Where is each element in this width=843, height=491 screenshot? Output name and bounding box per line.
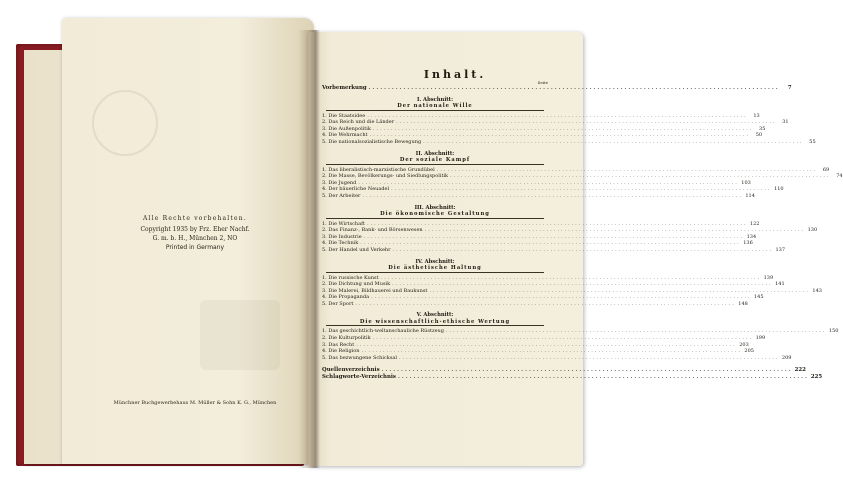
dot-leader: .......................................................................................................... xyxy=(362,192,743,199)
book-gutter xyxy=(298,30,320,468)
toc-entry xyxy=(322,166,830,174)
toc-entry-page: 225 xyxy=(810,374,823,381)
dot-leader: .......................................................................................................... xyxy=(371,294,752,301)
toc-entry-label: 5. Der Sport xyxy=(322,300,354,307)
section-subtitle: Die wissenschaftlich-ethische Wertung xyxy=(326,319,544,327)
dot-leader: .......................................................................................................... xyxy=(367,220,748,227)
toc-entry-page: 141 xyxy=(775,281,785,288)
table-of-contents xyxy=(322,68,843,381)
toc-entry-page: 199 xyxy=(755,335,766,342)
toc-entry-label: 1. Die Wirtschaft xyxy=(322,220,365,227)
dot-leader: .......................................................................................................... xyxy=(396,119,777,126)
dot-leader: .......................................................................................................... xyxy=(436,166,818,173)
section-heading: II. Abschnitt: xyxy=(415,150,455,157)
toc-entry-page: 13 xyxy=(753,112,760,119)
toc-entry-page: 31 xyxy=(782,119,789,126)
show-through-eagle xyxy=(200,300,280,370)
toc-section xyxy=(322,96,816,146)
toc-entry-page: 110 xyxy=(774,186,784,193)
printed-in-line: Printed in Germany xyxy=(165,244,225,251)
toc-entry-label: 4. Die Technik xyxy=(322,240,359,247)
toc-entry-page: 114 xyxy=(745,192,755,199)
toc-section xyxy=(322,258,822,308)
toc-entry-page: 205 xyxy=(744,348,754,355)
section-heading: III. Abschnitt: xyxy=(414,204,456,211)
toc-entry-page: 148 xyxy=(738,300,748,307)
toc-entry xyxy=(322,348,754,355)
toc-entry xyxy=(322,233,757,241)
toc-entry-label: 1. Das liberalistisch-marxistische Grundübel xyxy=(322,166,435,173)
dot-leader: .......................................................................................................... xyxy=(391,186,772,193)
dot-leader: .......................................................................................................... xyxy=(380,274,762,281)
toc-entry xyxy=(322,328,839,335)
toc-entry-label: 5. Das bezwungene Schicksal xyxy=(322,354,397,361)
toc-entry-label: 2. Das Finanz-, Bank- und Börsenwesen xyxy=(322,227,423,234)
rights-notice: Alle Rechte vorbehalten. xyxy=(143,215,247,222)
toc-entry xyxy=(322,192,755,200)
toc-entry xyxy=(322,281,785,288)
toc-section xyxy=(322,312,839,361)
toc-entry-label: 4. Die Wehrmacht xyxy=(322,132,368,139)
toc-entry xyxy=(322,354,792,362)
section-heading: V. Abschnitt: xyxy=(416,312,454,319)
toc-entry-page: 74 xyxy=(836,173,843,180)
section-heading: I. Abschnitt: xyxy=(417,96,453,103)
toc-entry xyxy=(322,220,760,228)
toc-entry-page: 137 xyxy=(775,246,786,253)
toc-entry xyxy=(322,125,766,133)
dot-leader: .......................................................................................................... xyxy=(392,281,773,288)
toc-entry xyxy=(322,112,760,120)
toc-entry-page: 35 xyxy=(759,125,766,132)
toc-entry-page: 222 xyxy=(794,367,806,374)
publisher-line: G. m. b. H., München 2, NO xyxy=(152,235,238,242)
toc-entry-page: 139 xyxy=(763,274,774,281)
toc-entry-label: 2. Die Masse, Bevölkerungs- und Siedlungspolitik xyxy=(322,173,449,180)
dot-leader: .......................................................................................................... xyxy=(429,287,810,294)
toc-entry-page: 130 xyxy=(807,227,818,234)
toc-entry xyxy=(322,300,748,308)
toc-entry-page: 145 xyxy=(753,294,764,301)
toc-entry-label: 2. Die Dichtung und Musik xyxy=(322,281,391,288)
dot-leader: .......................................................................................................... xyxy=(372,335,754,342)
toc-entry xyxy=(322,179,751,187)
copyright-line: Copyright 1935 by Frz. Eher Nachf. xyxy=(140,226,250,233)
dot-leader: .......................................................................................................... xyxy=(368,85,780,91)
toc-entry xyxy=(322,173,843,180)
toc-entry xyxy=(322,132,763,139)
toc-entry xyxy=(322,294,764,301)
dot-leader: .......................................................................................................... xyxy=(397,374,809,381)
printer-line: Münchner Buchgewerbehaus M. Müller & Sohn K. G., München xyxy=(113,400,277,406)
dot-leader: .......................................................................................................... xyxy=(358,179,739,186)
toc-entry-label: 3. Die Jugend xyxy=(322,179,357,186)
dot-leader: .......................................................................................................... xyxy=(355,300,736,307)
toc-sections xyxy=(322,96,843,362)
section-subtitle: Der soziale Kampf xyxy=(326,157,544,165)
toc-entry-label: Schlagworte-Verzeichnis xyxy=(322,374,396,381)
dot-leader: .......................................................................................................... xyxy=(398,354,780,361)
toc-entry-page: 7 xyxy=(787,85,792,91)
toc-title: Inhalt. xyxy=(423,68,487,81)
toc-entry-page: 150 xyxy=(828,328,839,335)
dot-leader: .......................................................................................................... xyxy=(360,240,741,247)
toc-entry-page: 69 xyxy=(822,166,830,173)
toc-entry-label: 3. Die Außenpolitik xyxy=(322,125,371,132)
toc-entry-label: Vorbemerkung xyxy=(322,85,367,91)
toc-entry-label: 2. Die Kulturpolitik xyxy=(322,335,371,342)
imprint xyxy=(130,214,260,252)
section-subtitle: Die ökonomische Gestaltung xyxy=(326,211,544,219)
toc-entry xyxy=(322,274,774,282)
section-subtitle: Die ästhetische Haltung xyxy=(326,265,544,273)
dot-leader: .......................................................................................................... xyxy=(392,246,774,253)
show-through-emblem xyxy=(92,90,158,156)
toc-entry-page: 136 xyxy=(743,240,753,247)
toc-entry-label: Quellenverzeichnis xyxy=(322,367,380,374)
toc-section xyxy=(322,150,843,200)
toc-entry-label: 5. Der Arbeiter xyxy=(322,192,361,199)
toc-trailing xyxy=(322,367,823,381)
toc-entry xyxy=(322,287,822,295)
dot-leader: .......................................................................................................... xyxy=(369,132,751,139)
seite-label: Seite xyxy=(537,80,548,85)
toc-entry-label: 3. Die Industrie xyxy=(322,233,362,240)
toc-entry-label: 1. Das geschichtlich-weltanschauliche Rüstzeug xyxy=(322,328,444,335)
dot-leader: .......................................................................................................... xyxy=(381,367,793,374)
dot-leader: .......................................................................................................... xyxy=(423,138,804,145)
toc-entry xyxy=(322,227,818,234)
toc-entry-page: 134 xyxy=(746,233,757,240)
dot-leader: .......................................................................................................... xyxy=(450,173,831,180)
toc-entry-label: 1. Die Staatsidee xyxy=(322,112,366,119)
dot-leader: .......................................................................................................... xyxy=(445,328,827,335)
dot-leader: .......................................................................................................... xyxy=(363,233,745,240)
toc-entry xyxy=(322,246,786,254)
toc-entry-label: 2. Das Reich und die Länder xyxy=(322,119,395,126)
toc-entry-label: 1. Die russische Kunst xyxy=(322,274,379,281)
toc-entry-label: 4. Die Religion xyxy=(322,348,360,355)
toc-entry xyxy=(322,240,753,247)
dot-leader: .......................................................................................................... xyxy=(372,125,754,132)
dot-leader: .......................................................................................................... xyxy=(361,348,742,355)
dot-leader: .......................................................................................................... xyxy=(424,227,806,234)
section-heading: IV. Abschnitt: xyxy=(415,258,455,265)
section-subtitle: Der nationale Wille xyxy=(326,103,544,111)
toc-entry-page: 103 xyxy=(741,179,751,186)
toc-entry xyxy=(322,119,789,126)
toc-entry-page: 203 xyxy=(739,341,749,348)
toc-entry-label: 4. Die Propaganda xyxy=(322,294,370,301)
toc-entry-label: 5. Die nationalsozialistische Bewegung xyxy=(322,138,422,145)
toc-entry-label: 5. Der Handel und Verkehr xyxy=(322,246,391,253)
toc-section xyxy=(322,204,818,254)
toc-entry xyxy=(322,138,816,146)
toc-entry-page: 209 xyxy=(781,354,792,361)
dot-leader: .......................................................................................................... xyxy=(356,341,737,348)
toc-entry xyxy=(322,335,766,342)
toc-entry-vorbemerkung xyxy=(322,85,792,92)
toc-entry-page: 55 xyxy=(809,138,816,145)
toc-entry-label: 3. Die Malerei, Bildhauerei und Baukunst xyxy=(322,287,428,294)
dot-leader: .......................................................................................................... xyxy=(367,112,748,119)
toc-entry xyxy=(322,367,806,374)
toc-entry-page: 143 xyxy=(812,287,822,294)
toc-entry-page: 50 xyxy=(755,132,763,139)
toc-entry xyxy=(322,374,823,381)
toc-entry-page: 122 xyxy=(749,220,760,227)
toc-entry xyxy=(322,186,784,193)
toc-entry xyxy=(322,341,749,349)
toc-entry-label: 3. Das Recht xyxy=(322,341,355,348)
toc-entry-label: 4. Der bäuerliche Neuadel xyxy=(322,186,390,193)
